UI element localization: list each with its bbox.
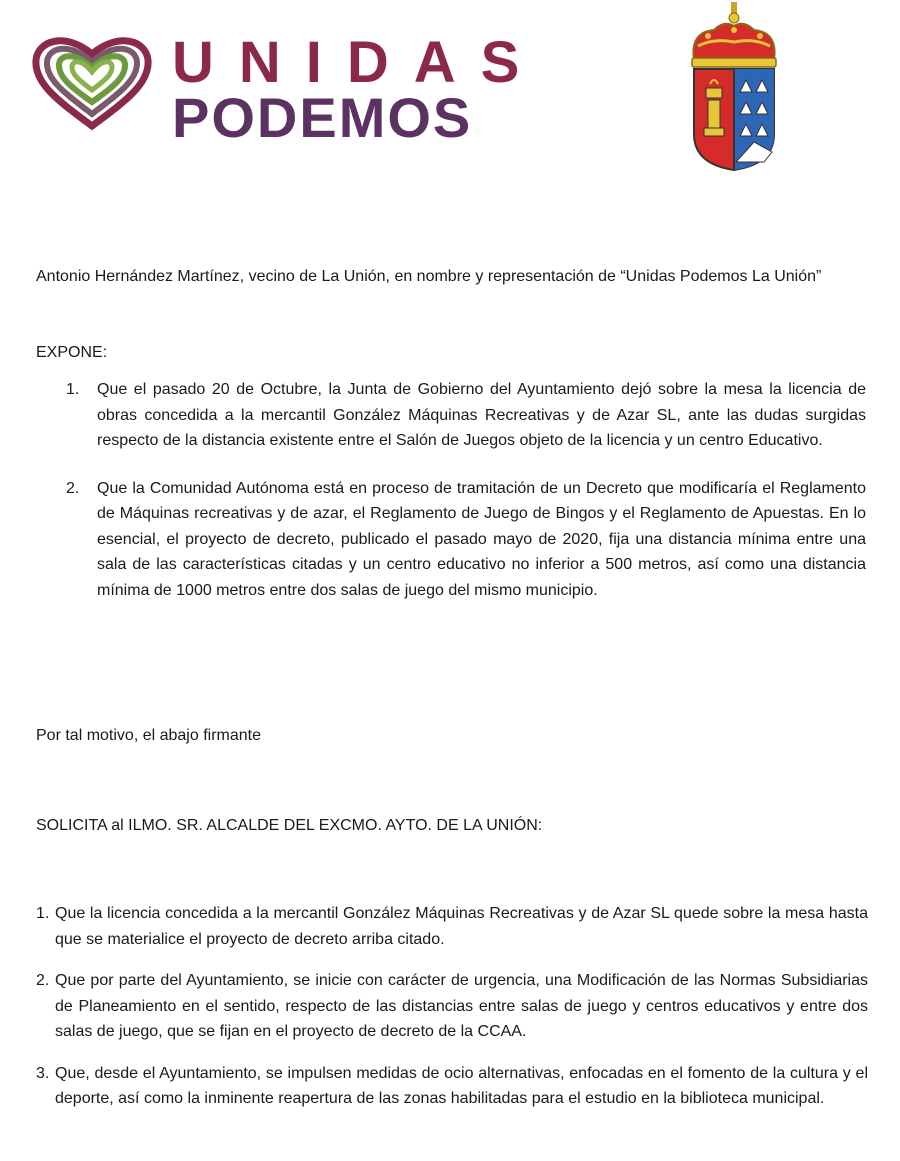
solicita-heading: SOLICITA al ILMO. SR. ALCALDE DEL EXCMO. AYTO. DE LA UNIÓN: [36,817,543,834]
expone-heading: EXPONE: [36,344,108,361]
logo-text-unidas: UNIDAS [172,30,545,95]
list-item-number: 1. [36,905,50,922]
list-item-text: Que la licencia concedida a la mercantil González Máquinas Recreativas y de Azar SL quede sobre la mesa hasta que se materialice el proyecto de decreto arriba citado. [55,905,868,948]
list-item [36,1061,868,1112]
heart-logo-icon [30,32,154,132]
list-item [66,377,866,454]
list-item-text: Que por parte del Ayuntamiento, se inicie con carácter de urgencia, una Modificación de las Normas Subsidiarias de Planeamiento en el sentido, respecto de las distancias entre salas de juego y centros educativos y entre dos salas de juego, que se fijan en el proyecto de decreto de la CCAA. [55,972,868,1040]
logo-text-podemos: PODEMOS [172,86,473,149]
list-item-number: 3. [36,1064,50,1082]
expone-list [66,377,866,603]
list-item-number: 2. [66,479,80,497]
list-item [36,901,868,952]
list-item-text: Que, desde el Ayuntamiento, se impulsen medidas de ocio alternativas, enfocadas en el fomento de la cultura y el deporte, así como la inminente reapertura de las zonas habilitadas para el estudio en la biblioteca municipal. [55,1064,868,1107]
list-item [66,476,866,604]
solicita-list [36,901,868,1112]
intro-paragraph: Antonio Hernández Martínez, vecino de La Unión, en nombre y representación de “Unidas Podemos La Unión” [36,268,822,285]
party-logo [30,30,545,149]
motivo-paragraph: Por tal motivo, el abajo firmante [36,727,261,744]
list-item-number: 2. [36,972,50,989]
list-item-number: 1. [66,381,80,398]
list-item [36,968,868,1045]
list-item-text: Que el pasado 20 de Octubre, la Junta de Gobierno del Ayuntamiento dejó sobre la mesa la licencia de obras concedida a la mercantil González Máquinas Recreativas y de Azar SL, ante las dudas surgidas respecto de la distancia existente entre el Salón de Juegos objeto de la licencia y un centro Educativo. [97,381,866,449]
list-item-text: Que la Comunidad Autónoma está en proceso de tramitación de un Decreto que modificaría el Reglamento de Máquinas recreativas y de azar, el Reglamento de Juego de Bingos y el Reglamento de Apuestas. En lo esencial, el proyecto de decreto, publicado el pasado mayo de 2020, fija una distancia mínima entre una sala de las características citadas y un centro educativo no inferior a 500 metros, así como una distancia mínima de 1000 metros entre dos salas de juego del mismo municipio. [97,479,866,599]
coat-of-arms-icon [684,2,784,174]
